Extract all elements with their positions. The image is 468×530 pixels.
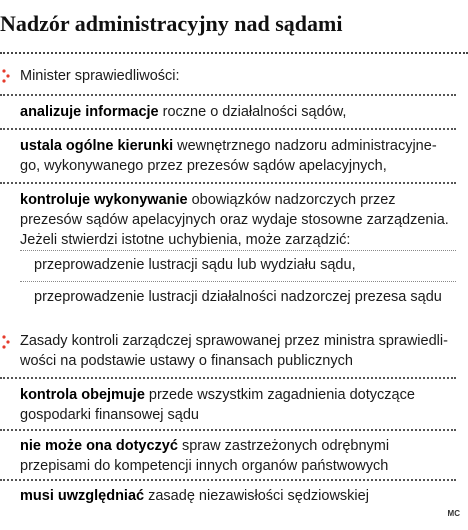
divider: [0, 182, 456, 184]
item-text: zasadę niezawisłości sędziowskiej: [144, 488, 369, 504]
item-text-line3: Jeżeli stwierdzi istotne uchybienia, może zarządzić:: [20, 232, 351, 248]
list-item: [20, 385, 415, 425]
list-item: [20, 102, 346, 122]
divider: [20, 250, 456, 251]
item-bold: ustala ogólne kierunki: [20, 138, 174, 154]
list-item: [20, 190, 449, 250]
divider: [0, 429, 456, 431]
item-text-line2: przepisami do kompetencji innych organów państwowych: [20, 458, 389, 474]
item-bold: kontroluje wykonywanie: [20, 192, 188, 208]
list-item: [20, 436, 389, 476]
divider: [20, 281, 456, 282]
item-bold: kontrola obejmuje: [20, 387, 145, 403]
red-chevron-icon: [2, 68, 12, 84]
item-bold: nie może ona dotyczyć: [20, 438, 178, 454]
item-text: spraw zastrzeżonych odrębnymi: [177, 438, 390, 454]
page-title: Nadzór administracyjny nad sądami: [0, 11, 343, 36]
item-text: wewnętrznego nadzoru administracyjne-: [173, 138, 437, 154]
red-chevron-icon: [2, 334, 12, 350]
title-divider: [0, 52, 468, 54]
item-text-line2: go, wykonywanego przez prezesów sądów apelacyjnych,: [20, 158, 387, 174]
sub-item: przeprowadzenie lustracji sądu lub wydziału sądu,: [34, 257, 356, 273]
list-item: [20, 136, 437, 176]
item-text: przede wszystkim zagadnienia dotyczące: [144, 387, 415, 403]
sub-item: przeprowadzenie lustracji działalności nadzorczej prezesa sądu: [34, 289, 442, 305]
divider: [0, 94, 456, 96]
section1-heading: Minister sprawiedliwości:: [20, 68, 180, 84]
divider: [0, 128, 456, 130]
item-text: roczne o działalności sądów,: [158, 104, 347, 120]
list-item: [20, 486, 369, 506]
divider: [0, 377, 456, 379]
item-text: obowiązków nadzorczych przez: [187, 192, 396, 208]
item-text-line2: prezesów sądów apelacyjnych oraz wydaje stosowne zarządzenia.: [20, 212, 449, 228]
item-bold: musi uwzględniać: [20, 488, 145, 504]
section2-heading-line1: Zasady kontroli zarządczej sprawowanej przez ministra sprawiedli-: [20, 333, 448, 349]
section2-heading-line2: wości na podstawie ustawy o finansach publicznych: [20, 353, 353, 369]
item-bold: analizuje informacje: [20, 104, 159, 120]
item-text-line2: gospodarki finansowej sądu: [20, 407, 199, 423]
source-credit: MC: [447, 509, 460, 518]
divider: [0, 479, 456, 481]
section2-heading: [20, 331, 448, 371]
